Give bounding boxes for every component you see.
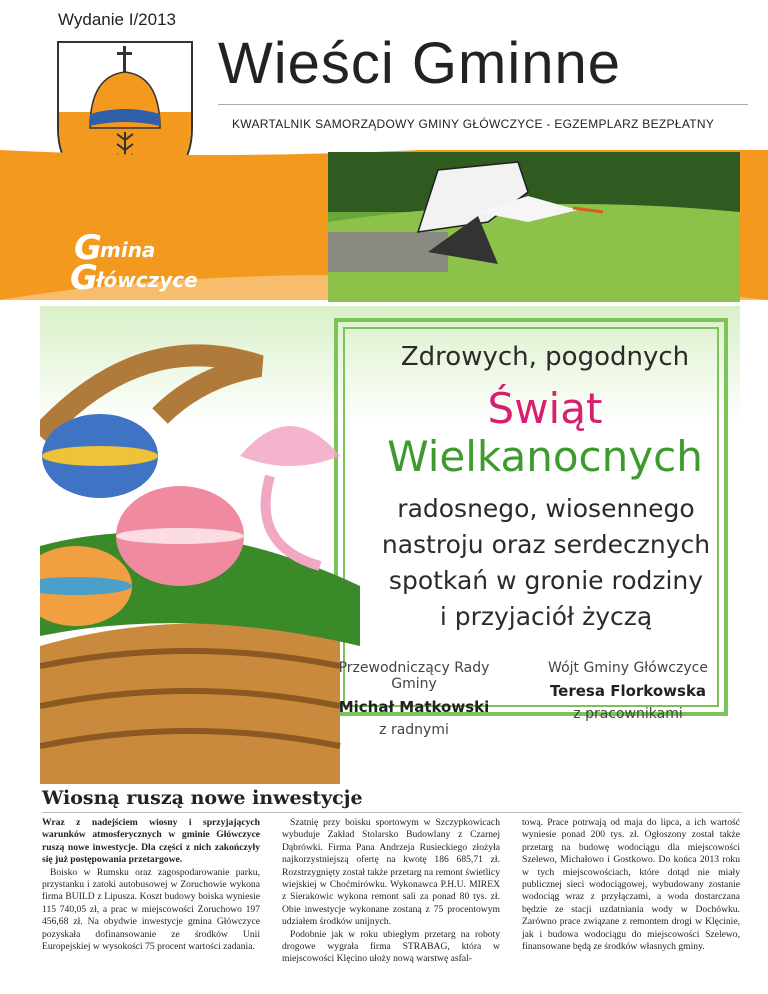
issue-tab: [0, 0, 210, 36]
svg-text:G: G: [70, 258, 98, 295]
article-paragraph: Boisko w Rumsku oraz zagospodarowanie parku, przystanku i zatoki autobusowej w Zoruchowie wykona firma BUILD z Lipusza. Koszt budowy boiska wyniesie 115 740,05 zł, a prac w miejscowości Zoruchowo 197 456,68 zł. Na obydwie inwestycje gmina Główczyce pozyskała dofinansowanie ze środków Unii Europejskiej w wysokości 75 procent wartości zadania.: [42, 866, 260, 953]
greeting-body-line: i przyjaciół życzą: [439, 602, 653, 631]
gmina-logo: [70, 225, 210, 295]
article-lead: Wraz z nadejściem wiosny i sprzyjających warunków atmosferycznych w gminie Główczyce ruszą nowe inwestycje. Dla części z nich zakończyły się już postępowania przetargowe.: [42, 817, 260, 866]
article-paragraph: tową. Prace potrwają od maja do lipca, a ich wartość wyniesie ponad 200 tys. zł. Ogłoszony został także przetarg na budowę wodociągu dla miejscowości Szelewo, Michałowo i Gostkowo. Do końca 2013 roku w tych miejscowościach, które dotąd nie miały publicznej sieci wodociągowej, wybudowany zostanie wodociąg wraz z przyłączami, a woda dostarczana będzie ze stacji uzdatniania wody w Dochówku. Zarówno prace związane z remontem drogi w Klęcinie, jak i budowa wodociągu do miejscowości Szelewo, finansowane będą ze środków własnych gminy.: [522, 817, 740, 953]
article-column-3: [522, 817, 740, 953]
article-column-1: [42, 817, 260, 953]
article-paragraph: Szatnię przy boisku sportowym w Szczypkowicach wybuduje Zakład Stolarsko Budowlany z Czarnej Dąbrówki. Firma Pana Andrzeja Rusieckiego złożyła najkorzystniejszą ofertę na kwotę 186 685,71 zł. Rozstrzygnięty został także przetarg na remont świetlicy wiejskiej w Choćmirówku. Wykonawca P.H.U. MIREX z Sierakowic wykona remont sali za ponad 80 tys. zł. Obie inwestycje wykonane zostaną z 75 procentowym udziałem środków unijnych.: [282, 817, 500, 928]
greeting-body: [346, 491, 746, 635]
svg-text:łówczyce: łówczyce: [96, 268, 198, 292]
svg-text:G: G: [74, 228, 102, 268]
masthead-subtitle: KWARTALNIK SAMORZĄDOWY GMINY GŁÓWCZYCE - EGZEMPLARZ BEZPŁATNY: [232, 117, 715, 131]
signature-council-chair: [314, 660, 514, 738]
greeting-body-line: spotkań w gronie rodziny: [388, 566, 704, 595]
stork-photo: [328, 152, 740, 302]
signature-role: Przewodniczący Rady Gminy: [338, 660, 490, 692]
headline-rule: [42, 812, 742, 813]
article-paragraph: Podobnie jak w roku ubiegłym przetarg na roboty drogowe wygrała firma STRABAG, która w miejscowości Klęcino ułoży nową warstwę asfal-: [282, 928, 500, 965]
signature-with: z pracownikami: [573, 706, 683, 722]
signature-name: Teresa Florkowska: [549, 682, 707, 700]
masthead-rule: [218, 104, 748, 105]
greeting-body-line: nastroju oraz serdecznych: [381, 530, 711, 559]
article-headline: Wiosną ruszą nowe inwestycje: [42, 787, 363, 809]
signature-mayor: [528, 660, 728, 722]
svg-text:mina: mina: [100, 238, 156, 262]
greeting-title-wielkanocnych: Wielkanocnych: [387, 432, 703, 481]
greeting-line1: Zdrowych, pogodnych: [400, 342, 690, 372]
issue-number: Wydanie I/2013: [58, 10, 176, 29]
greeting-title-swiat: Świąt: [487, 384, 603, 433]
article-column-2: [282, 817, 500, 966]
signature-name: Michał Matkowski: [338, 698, 490, 716]
masthead-title: Wieści Gminne: [218, 31, 621, 96]
signature-role: Wójt Gminy Główczyce: [548, 660, 708, 676]
signature-with: z radnymi: [379, 722, 449, 738]
greeting-body-line: radosnego, wiosennego: [397, 494, 695, 523]
